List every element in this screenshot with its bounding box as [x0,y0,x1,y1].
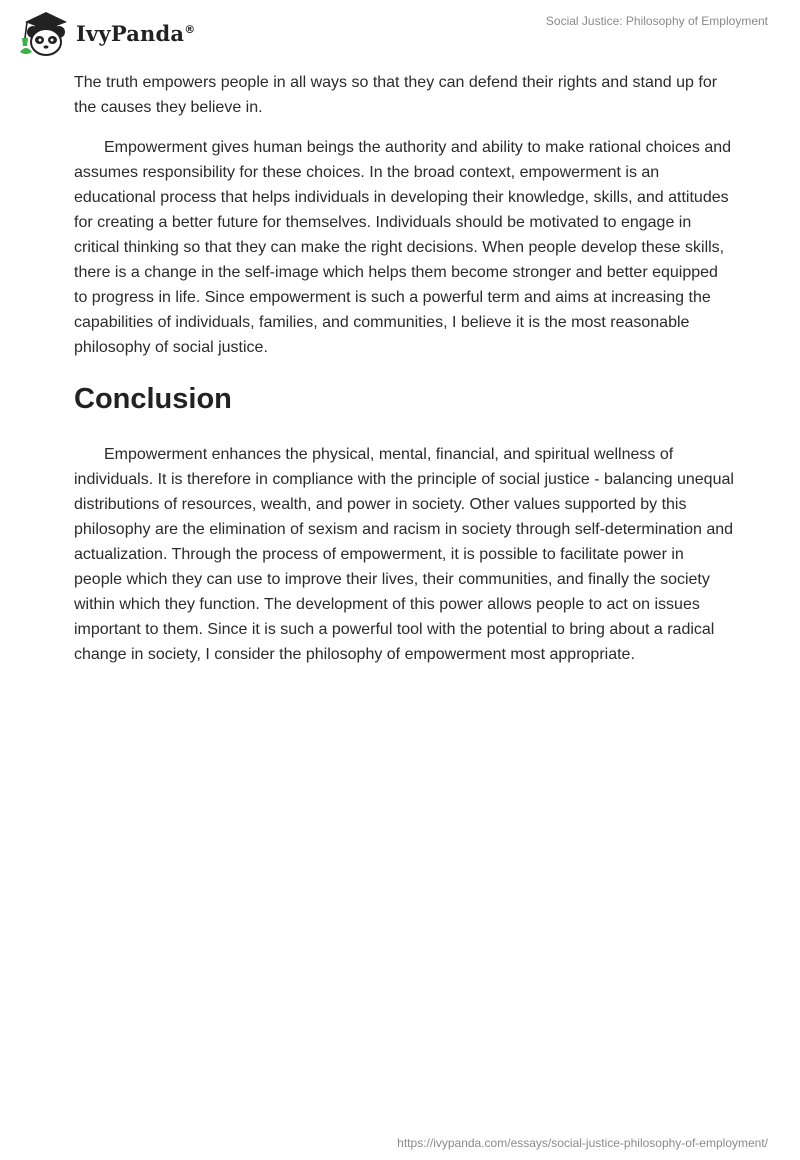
essay-body [74,70,734,682]
page-header [0,0,800,70]
ivypanda-logo[interactable] [16,8,195,58]
section-heading-conclusion: Conclusion [74,383,232,415]
paragraph-truth: The truth empowers people in all ways so that they can defend their rights and stand up for the causes they believe in. [74,74,718,116]
logo-wordmark [76,21,195,46]
document-title: Social Justice: Philosophy of Employment [545,14,768,28]
source-url-link[interactable]: https://ivypanda.com/essays/social-justice-philosophy-of-employment/ [397,1136,768,1150]
paragraph-empowerment: Empowerment gives human beings the authority and ability to make rational choices and assumes responsibility for these choices. In the broad context, empowerment is an educational process that helps individuals in developing their knowledge, skills, and attitudes for creating a better future for themselves. Individuals should be motivated to engage in critical thinking so that they can make the right decisions. When people develop these skills, there is a change in the self-image which helps them become stronger and better equipped to progress in life. Since empowerment is such a powerful term and aims at increasing the capabilities of individuals, families, and communities, I believe it is the most reasonable philosophy of social justice. [74,139,732,356]
registered-mark: ® [184,22,196,36]
logo-name: IvyPanda [76,20,185,46]
panda-graduate-icon [16,8,74,58]
paragraph-conclusion: Empowerment enhances the physical, mental, financial, and spiritual wellness of individuals. It is therefore in compliance with the principle of social justice - balancing unequal distributions of resources, wealth, and power in society. Other values supported by this philosophy are the elimination of sexism and racism in society through self-determination and actualization. Through the process of empowerment, it is possible to facilitate power in people which they can use to improve their lives, their communities, and finally the society within which they function. The development of this power allows people to act on issues important to them. Since it is such a powerful tool with the potential to bring about a radical change in society, I consider the philosophy of empowerment most appropriate. [74,446,734,663]
